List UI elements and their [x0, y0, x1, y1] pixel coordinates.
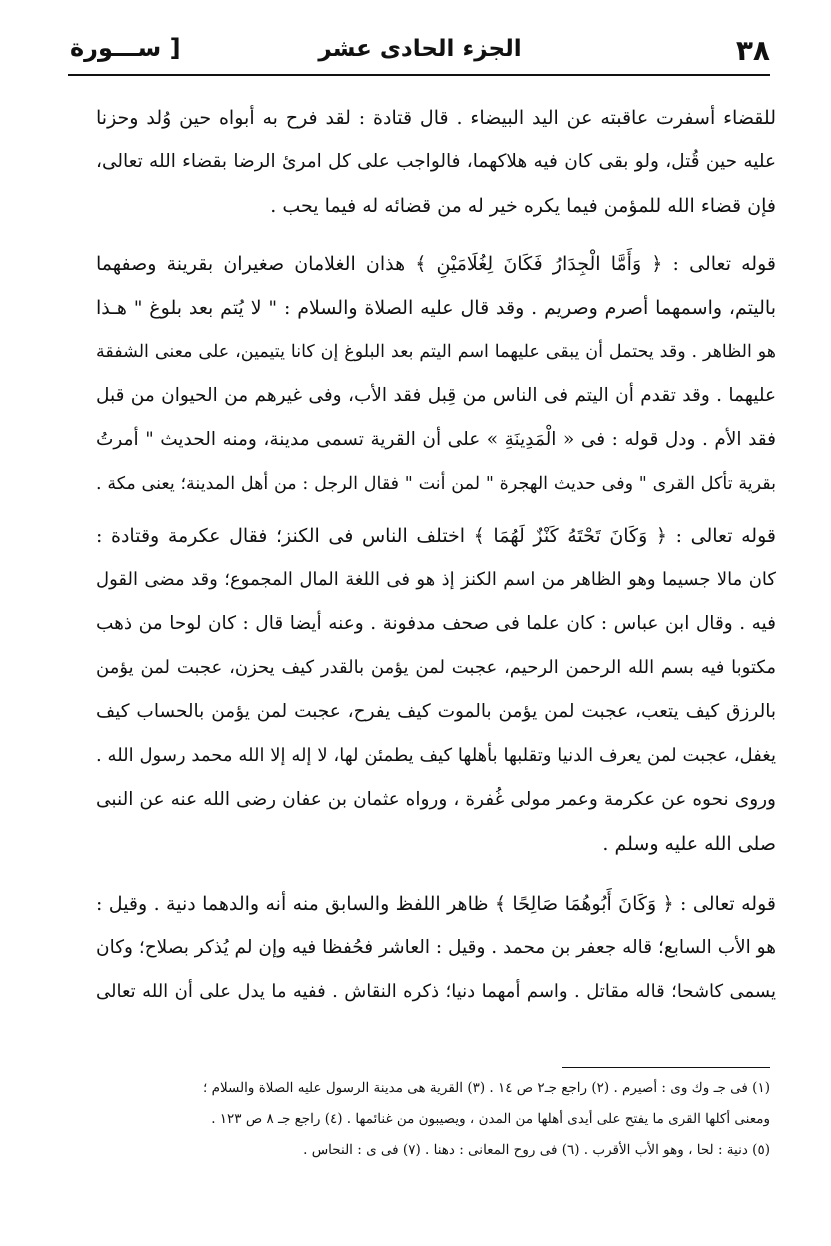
- text-line: فإن قضاء الله للمؤمن فيما يكره خير له من قضائه له فيما يحب .: [270, 195, 776, 217]
- text-line: عليهما . وقد تقدم أن اليتم فى الناس من قِبل فقد الأب، وفى غيرهم من الحيوان من قبل: [96, 385, 776, 406]
- paragraph-2: [96, 242, 776, 506]
- book-part-title: الجزء الحادى عشر: [318, 36, 522, 62]
- footnote-rule: [562, 1067, 770, 1068]
- text-line: مكتوبا فيه بسم الله الرحمن الرحيم، عجبت لمن يؤمن بالقدر كيف يحزن، عجبت لمن يؤمن: [96, 657, 776, 678]
- text-line: يسمى كاشحا؛ قاله مقاتل . واسم أمهما دنيا؛ ذكره النقاش . ففيه ما يدل على أن الله تعالى: [96, 981, 776, 1002]
- text-line: هو الظاهر . وقد يحتمل أن يبقى عليهما اسم اليتم بعد البلوغ إن كانا يتيمين، على معنى الشفقة: [96, 342, 776, 362]
- text-line: يغفل، عجبت لمن يعرف الدنيا وتقلبها بأهلها كيف يطمئن لها، لا إله إلا الله محمد رسول الله .: [96, 745, 776, 766]
- page-number: ٣٨: [735, 34, 770, 67]
- header-rule: [68, 74, 770, 76]
- text-line: فيه . وقال ابن عباس : كان علما فى صحف مدفونة . وعنه أيضا قال : كان لوحا من ذهب: [96, 613, 776, 634]
- footnote-line: (١) فى جـ وك وى : أصيرم . (٢) راجع جـ٢ ص ١٤ . (٣) القرية هى مدينة الرسول عليه الصلاة والسلام ؛: [203, 1080, 770, 1096]
- paragraph-4: [96, 882, 776, 1014]
- text-line: بالرزق كيف يتعب، عجبت لمن يؤمن بالموت كيف يفرح، عجبت لمن يؤمن بالحساب كيف: [96, 701, 776, 722]
- text-line: وروى نحوه عن عكرمة وعمر مولى غُفرة ، ورواه عثمان بن عفان رضى الله عنه عن النبى: [96, 789, 776, 810]
- text-line: صلى الله عليه وسلم .: [602, 833, 776, 855]
- text-line: فقد الأم . ودل قوله : فى « الْمَدِينَةِ » على أن القرية تسمى مدينة، ومنه الحديث " أمرتُ: [96, 429, 776, 450]
- paragraph-3: [96, 514, 776, 866]
- text-line: كان مالا جسيما وهو الظاهر من اسم الكنز إذ هو فى اللغة المال المجموع؛ وقد مضى القول: [96, 569, 776, 590]
- paragraph-1: [96, 96, 776, 228]
- text-line: هو الأب السابع؛ قاله جعفر بن محمد . وقيل : العاشر فحُفظا فيه وإن لم يُذكر بصلاح؛ وكان: [96, 937, 776, 958]
- text-line: قوله تعالى : ﴿ وَأَمَّا الْجِدَارُ فَكَانَ لِغُلَامَيْنِ ﴾ هذان الغلامان صغيران بقرينة وصفهما: [96, 253, 776, 275]
- surah-marker: [ ســـورة: [70, 34, 181, 62]
- text-line: باليتم، واسمهما أصرم وصريم . وقد قال عليه الصلاة والسلام : " لا يُتم بعد بلوغ " هـذا: [96, 297, 776, 319]
- text-line: قوله تعالى : ﴿ وَكَانَ أَبُوهُمَا صَالِحًا ﴾ ظاهر اللفظ والسابق منه أنه والدهما دنية . وقيل :: [96, 893, 776, 915]
- footnote-line: (٥) دنية : لحا ، وهو الأب الأقرب . (٦) فى روح المعانى : دهنا . (٧) فى ى : النحاس .: [303, 1142, 770, 1158]
- text-line: بقرية تأكل القرى " وفى حديث الهجرة " لمن أنت " فقال الرجل : من أهل المدينة؛ يعنى مكة .: [96, 474, 776, 494]
- text-line: عليه حين قُتل، ولو بقى كان فيه هلاكهما، فالواجب على كل امرئ الرضا بقضاء الله تعالى،: [96, 151, 776, 172]
- footnotes: [96, 1073, 770, 1166]
- text-line: للقضاء أسفرت عاقبته عن اليد البيضاء . قال قتادة : لقد فرح به أبواه حين وُلد وحزنا: [96, 107, 776, 129]
- text-line: قوله تعالى : ﴿ وَكَانَ تَحْتَهُ كَنْزٌ لَهُمَا ﴾ اختلف الناس فى الكنز؛ فقال عكرمة وقتادة :: [96, 525, 776, 547]
- footnote-line: ومعنى أكلها القرى ما يفتح على أيدى أهلها من المدن ، ويصيبون من غنائمها . (٤) راجع جـ ٨ ص ١٢٣ .: [211, 1111, 770, 1127]
- running-header: [70, 28, 770, 74]
- body-text: [96, 96, 776, 1032]
